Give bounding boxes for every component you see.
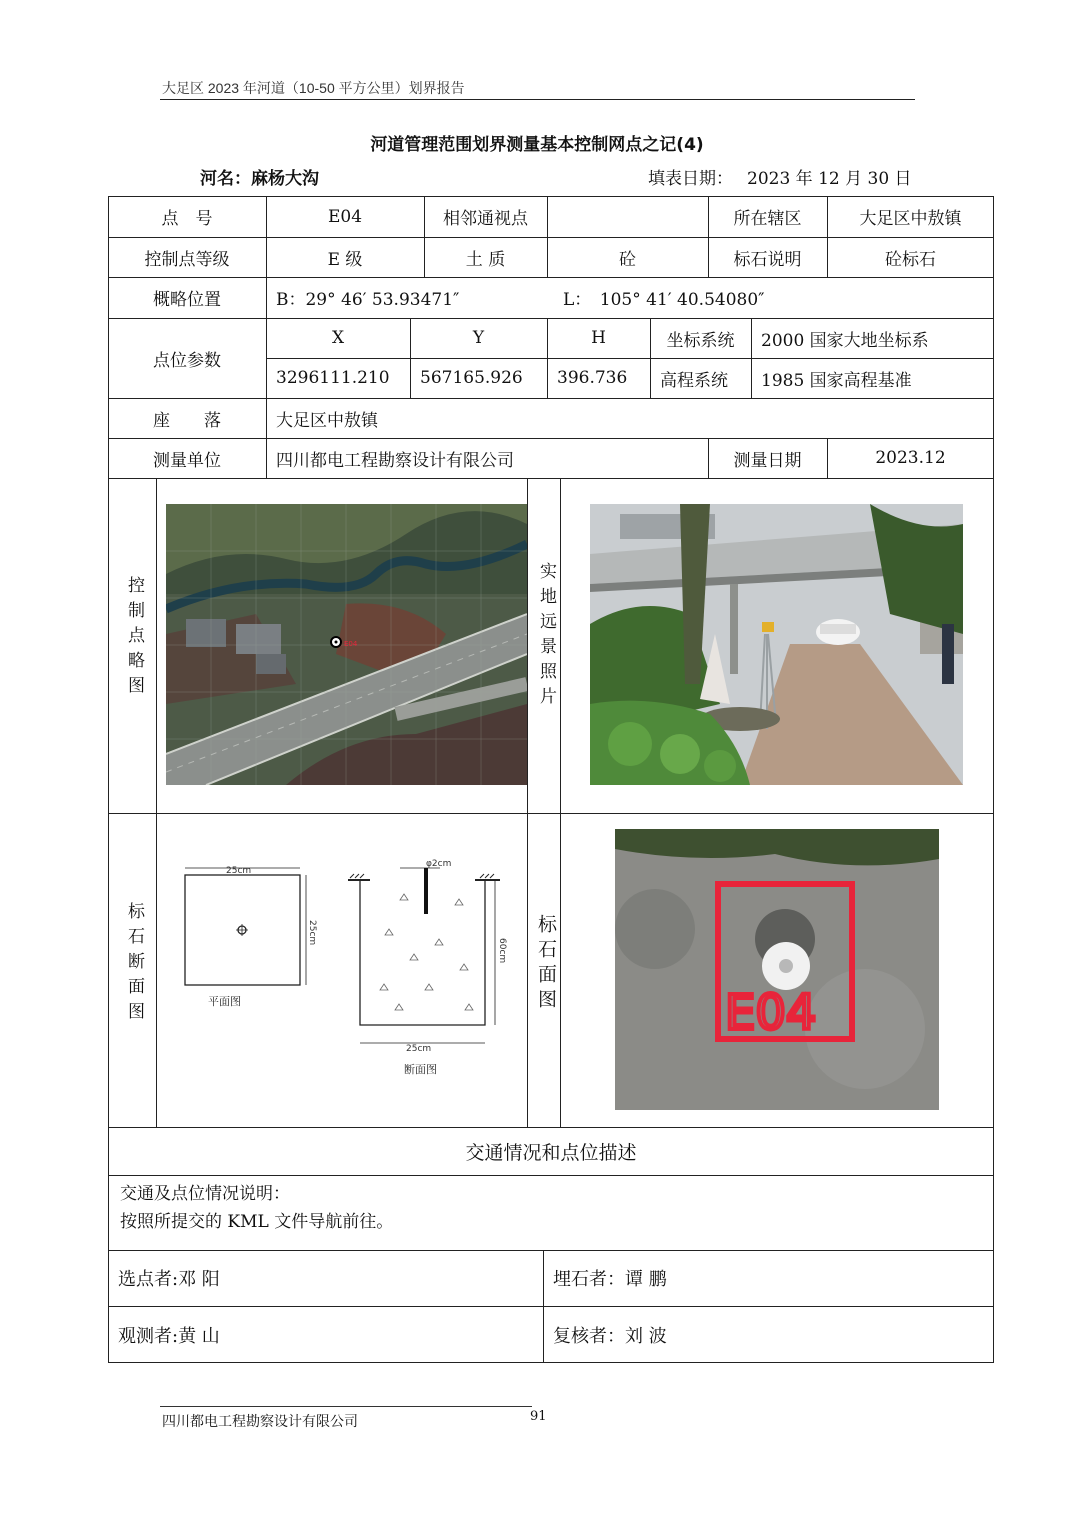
river-name: 河名：麻杨大沟 (200, 169, 319, 189)
y-value: 567165.926 (420, 368, 523, 388)
checker: 复核者：刘 波 (553, 1325, 667, 1347)
coord-system-label: 坐标系统 (666, 330, 735, 351)
longitude: L： 105° 41′ 40.54080″ (563, 290, 765, 310)
header-rule (160, 99, 915, 100)
survey-date-label: 测量日期 (733, 450, 802, 471)
district-label: 所在辖区 (733, 209, 802, 229)
plan-height-label: 25cm (307, 920, 317, 946)
col-rule (527, 478, 528, 1127)
x-value: 3296111.210 (276, 368, 390, 388)
burier: 埋石者：谭 鹏 (553, 1269, 667, 1290)
approx-position-label: 概略位置 (153, 290, 221, 310)
h-label: H (591, 328, 606, 348)
row-rule (108, 1175, 994, 1176)
section-height-label: 60cm (497, 938, 507, 964)
footer-company: 四川都电工程勘察设计有限公司 (162, 1414, 358, 1430)
location-label: 座 落 (153, 410, 221, 431)
stone-mark-text: E04 (725, 985, 817, 1041)
height-system-label: 高程系统 (660, 370, 728, 391)
section-diagram-svg (170, 850, 525, 1090)
footer-rule (160, 1406, 532, 1407)
row-rule (108, 478, 994, 479)
col-rule (560, 478, 561, 1127)
latitude: B：29° 46′ 53.93471″ (276, 290, 460, 310)
grade-label: 控制点等级 (144, 249, 230, 270)
section-top-label: φ2cm (426, 859, 452, 869)
traffic-line-2: 按照所提交的 KML 文件导航前往。 (120, 1212, 394, 1232)
stone-face-photo (615, 829, 939, 1110)
page-number: 91 (530, 1409, 547, 1424)
observer: 观测者:黄 山 (118, 1325, 220, 1347)
section-label-text: 标石断面图 (124, 902, 144, 1027)
fill-date-value: 2023 年 12 月 30 日 (747, 169, 912, 189)
face-label (532, 914, 556, 1022)
soil-value: 砼 (619, 249, 636, 270)
point-no: E04 (327, 206, 363, 227)
adjacent-value (547, 196, 708, 237)
map-marker-label: E04 (344, 640, 358, 648)
photo-label-text: 实地远景照片 (536, 562, 556, 712)
row-rule (108, 813, 994, 814)
height-system: 1985 国家高程基准 (761, 370, 912, 391)
marker-label: 标石说明 (733, 249, 802, 270)
point-no-label: 点 号 (161, 209, 213, 229)
unit-label: 测量单位 (153, 450, 221, 471)
y-label: Y (472, 328, 485, 348)
satellite-map (166, 504, 527, 785)
col-rule (156, 478, 157, 1127)
unit-value: 四川都电工程勘察设计有限公司 (276, 450, 514, 471)
sketch-label-text: 控制点略图 (124, 576, 144, 701)
fill-date-label: 填表日期： (648, 169, 733, 189)
selector: 选点者:邓 阳 (118, 1269, 220, 1290)
section-caption: 断面图 (404, 1063, 437, 1076)
stone-face-photo-svg (615, 829, 939, 1110)
photo-label (532, 562, 556, 721)
plan-caption: 平面图 (208, 995, 241, 1008)
traffic-description (120, 1180, 393, 1236)
section-label (120, 902, 144, 1036)
fill-date (648, 164, 912, 189)
traffic-line-1: 交通及点位情况说明： (120, 1184, 290, 1204)
x-label: X (331, 328, 345, 348)
sketch-label (120, 576, 144, 710)
district-value: 大足区中敖镇 (859, 209, 962, 229)
h-value: 396.736 (557, 368, 628, 388)
field-photo-svg (590, 504, 963, 785)
marker-value: 砼标石 (885, 249, 936, 270)
face-label-text: 标石面图 (535, 914, 557, 1014)
coord-system: 2000 国家大地坐标系 (761, 330, 929, 351)
params-label: 点位参数 (153, 350, 221, 371)
soil-label: 土 质 (465, 249, 506, 270)
section-diagram (170, 850, 525, 1090)
field-photo (590, 504, 963, 785)
report-header: 大足区 2023 年河道（10-50 平方公里）划界报告 (162, 80, 465, 96)
plan-width-label: 25cm (226, 866, 252, 876)
adjacent-label: 相邻通视点 (443, 209, 528, 229)
survey-date: 2023.12 (875, 448, 946, 468)
page-title: 河道管理范围划界测量基本控制网点之记(4) (370, 135, 704, 155)
grade-value: E 级 (327, 249, 363, 270)
traffic-title: 交通情况和点位描述 (465, 1141, 637, 1164)
satellite-map-svg (166, 504, 527, 785)
location-value: 大足区中敖镇 (276, 410, 378, 431)
section-width-label: 25cm (406, 1044, 432, 1054)
